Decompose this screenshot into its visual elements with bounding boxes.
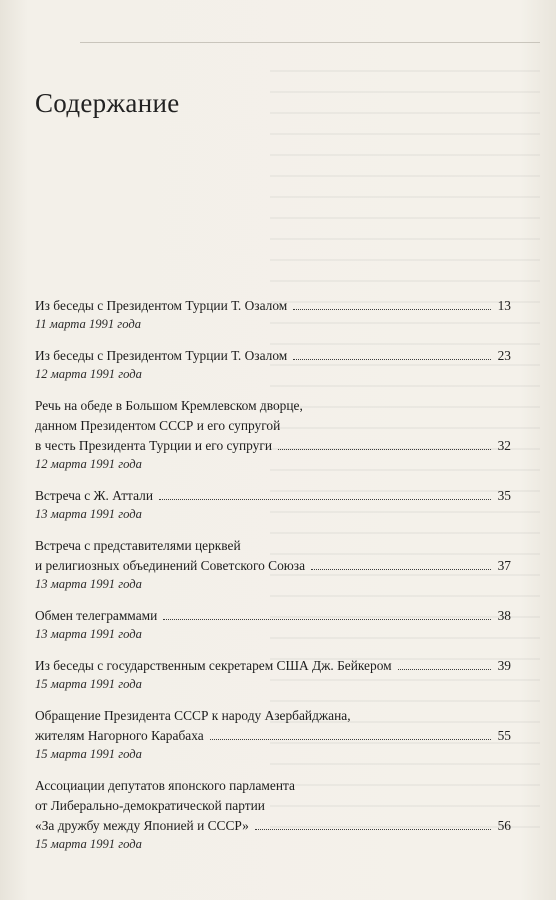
toc-entry-title-line: жителям Нагорного Карабаха — [35, 728, 204, 743]
toc-entry-title-row — [35, 726, 511, 746]
page-title: Содержание — [35, 88, 180, 118]
toc-entry-title-line: «За дружбу между Японией и СССР» — [35, 818, 249, 833]
toc-entry-title-row — [35, 346, 511, 366]
toc-entry-title-line: данном Президентом СССР и его супругой — [35, 418, 281, 433]
toc-entry-title-line: и религиозных объединений Советского Союза — [35, 558, 306, 573]
toc-entry-title-line: Из беседы с Президентом Турции Т. Озалом — [35, 348, 288, 363]
toc-entry[interactable] — [35, 656, 511, 693]
toc-page-number: 39 — [497, 658, 511, 673]
toc-entry[interactable] — [35, 536, 511, 593]
toc-entry-title-row — [35, 556, 511, 576]
toc-page-number: 37 — [497, 558, 511, 573]
toc-entry-date: 13 марта 1991 года — [35, 577, 142, 591]
toc-entry-title-line: Встреча с представителями церквей — [35, 538, 241, 553]
toc-entry-date: 13 марта 1991 года — [35, 507, 142, 521]
toc-entry-date: 13 марта 1991 года — [35, 627, 142, 641]
toc-entry-title-row — [35, 436, 511, 456]
top-rule — [80, 42, 540, 43]
dot-leader — [163, 619, 491, 620]
dot-leader — [255, 829, 491, 830]
toc-entry-title-line: Обмен телеграммами — [35, 608, 158, 623]
toc-entry-title-line: Встреча с Ж. Аттали — [35, 488, 153, 503]
table-of-contents — [35, 296, 511, 866]
toc-entry-title-line: Из беседы с государственным секретарем США Дж. Бейкером — [35, 658, 392, 673]
dot-leader — [398, 669, 491, 670]
dot-leader — [210, 739, 491, 740]
toc-entry-title-row — [35, 606, 511, 626]
toc-entry-date: 12 марта 1991 года — [35, 367, 142, 381]
toc-entry[interactable] — [35, 776, 511, 853]
toc-page-number: 23 — [497, 348, 511, 363]
toc-entry-date: 11 марта 1991 года — [35, 317, 142, 331]
dot-leader — [311, 569, 491, 570]
toc-entry-title-line: Обращение Президента СССР к народу Азербайджана, — [35, 708, 351, 723]
toc-page-number: 56 — [497, 818, 511, 833]
toc-entry-date: 15 марта 1991 года — [35, 677, 142, 691]
toc-page-number: 55 — [497, 728, 511, 743]
toc-page-number: 35 — [497, 488, 511, 503]
toc-entry[interactable] — [35, 706, 511, 763]
dot-leader — [293, 359, 491, 360]
toc-page-number: 32 — [497, 438, 511, 453]
toc-entry-title-row — [35, 486, 511, 506]
toc-entry-date: 12 марта 1991 года — [35, 457, 142, 471]
toc-entry[interactable] — [35, 396, 511, 473]
dot-leader — [293, 309, 491, 310]
toc-entry[interactable] — [35, 296, 511, 333]
toc-entry-title-row — [35, 656, 511, 676]
toc-entry-title-line: Ассоциации депутатов японского парламента — [35, 778, 295, 793]
toc-entry-title-line: в честь Президента Турции и его супруги — [35, 438, 272, 453]
dot-leader — [278, 449, 491, 450]
toc-entry-title-line: от Либерально-демократической партии — [35, 798, 265, 813]
toc-entry-date: 15 марта 1991 года — [35, 837, 142, 851]
toc-page-number: 13 — [497, 298, 511, 313]
toc-entry[interactable] — [35, 606, 511, 643]
dot-leader — [159, 499, 491, 500]
toc-entry-title-line: Из беседы с Президентом Турции Т. Озалом — [35, 298, 288, 313]
toc-entry-date: 15 марта 1991 года — [35, 747, 142, 761]
toc-entry[interactable] — [35, 346, 511, 383]
toc-entry-title-line: Речь на обеде в Большом Кремлевском дворце, — [35, 398, 303, 413]
toc-page-number: 38 — [497, 608, 511, 623]
toc-entry[interactable] — [35, 486, 511, 523]
toc-entry-title-row — [35, 816, 511, 836]
toc-entry-title-row — [35, 296, 511, 316]
